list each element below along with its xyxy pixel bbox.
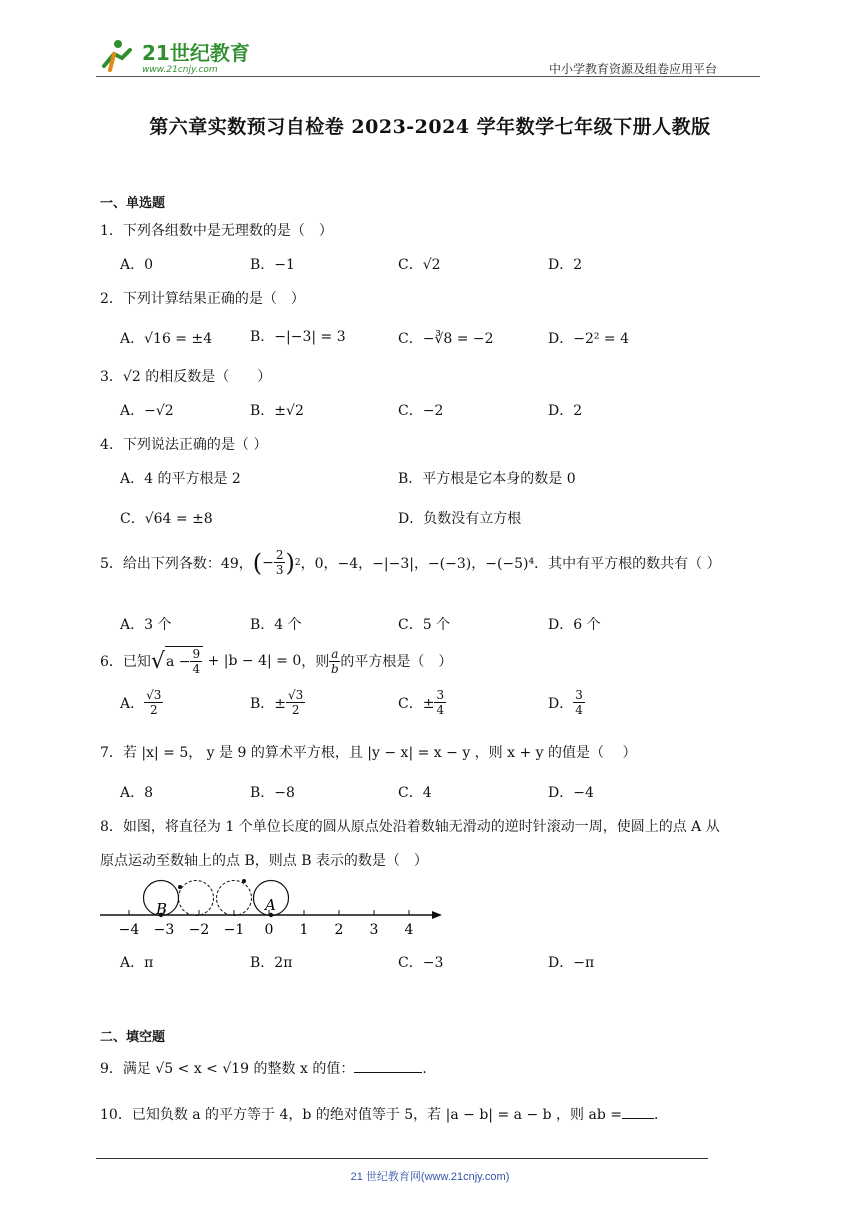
label-a: A bbox=[265, 896, 276, 914]
q1-option-c: C．√2 bbox=[398, 257, 441, 273]
q4-option-b: B．平方根是它本身的数是 0 bbox=[398, 471, 576, 487]
q8-option-d: D．−π bbox=[548, 955, 595, 971]
circle-path-1 bbox=[179, 881, 214, 916]
q5-option-a: A．3 个 bbox=[120, 617, 172, 633]
q4-option-a: A．4 的平方根是 2 bbox=[120, 471, 241, 487]
tick-label: −2 bbox=[188, 922, 210, 938]
question-8-stem-line-2: 原点运动至数轴上的点 B，则点 B 表示的数是（ ） bbox=[100, 853, 428, 869]
platform-name: 中小学教育资源及组卷应用平台 bbox=[549, 62, 718, 76]
q7-option-d: D．−4 bbox=[548, 785, 594, 801]
question-4-stem: 4．下列说法正确的是（ ） bbox=[100, 437, 268, 453]
tick-label: 1 bbox=[299, 922, 309, 938]
q7-option-c: C．4 bbox=[398, 785, 432, 801]
tick-label: 0 bbox=[264, 922, 274, 938]
number-line-figure bbox=[98, 872, 448, 942]
rolling-point-1 bbox=[178, 885, 182, 889]
q5-option-c: C．5 个 bbox=[398, 617, 451, 633]
q4-option-c: C．√64 = ±8 bbox=[120, 511, 213, 527]
q8-option-b: B．2π bbox=[250, 955, 293, 971]
tick-label: −3 bbox=[153, 922, 175, 938]
q6-option-a: A． $\frac{√3}{2}$ bbox=[120, 688, 162, 717]
svg-text:www.21cnjy.com: www.21cnjy.com bbox=[142, 65, 218, 75]
footer-text: 21 世纪教育网(www.21cnjy.com) bbox=[350, 1171, 510, 1183]
q3-option-c: C．−2 bbox=[398, 403, 444, 419]
question-8-stem-line-1: 8．如图，将直径为 1 个单位长度的圆从原点处沿着数轴无滑动的逆时针滚动一周，使圆上的点 A 从 bbox=[100, 819, 720, 835]
fraction: $\frac{2}{3}$ bbox=[275, 548, 284, 577]
tick-label: −1 bbox=[223, 922, 245, 938]
runner-icon bbox=[104, 40, 130, 70]
q2-option-b: B．−|−3| = 3 bbox=[250, 329, 346, 345]
question-6-stem: 6．已知 √ a − $\frac{9}{4}$ + |b − 4| = 0 ，则 $\frac{a}{b}$ 的平方根是（ ） bbox=[100, 646, 453, 676]
arrow-icon bbox=[432, 911, 442, 919]
q6-option-c: C．± $\frac{3}{4}$ bbox=[398, 688, 445, 717]
q6-option-b: B．± $\frac{√3}{2}$ bbox=[250, 688, 304, 717]
question-9-stem: 9．满足 √5 < x < √19 的整数 x 的值： ． bbox=[100, 1061, 437, 1077]
q2-option-d: D．−2² = 4 bbox=[548, 331, 630, 347]
q3-option-a: A．−√2 bbox=[120, 403, 174, 419]
question-5-stem: 5．给出下列各数：49， ( − $\frac{2}{3}$ ) 2 ，0，−4，−|−3|，−(−3)，−(−5)⁴．其中有平方根的数共有（ ） bbox=[100, 548, 721, 577]
q5-option-d: D．6 个 bbox=[548, 617, 601, 633]
answer-blank bbox=[354, 1072, 422, 1073]
q7-option-b: B．−8 bbox=[250, 785, 295, 801]
tick-label: 3 bbox=[369, 922, 379, 938]
label-b: B bbox=[156, 900, 168, 918]
q2-option-a: A．√16 = ±4 bbox=[120, 331, 213, 347]
section-title: 二、填空题 bbox=[100, 1029, 166, 1044]
tick-label: −4 bbox=[118, 922, 140, 938]
page-title: 第六章实数预习自检卷 2023-2024 学年数学七年级下册人教版 bbox=[149, 116, 711, 138]
q1-option-b: B．−1 bbox=[250, 257, 295, 273]
q1-option-d: D．2 bbox=[548, 257, 583, 273]
q2-option-c: C．−∛8 = −2 bbox=[398, 331, 494, 347]
q1-option-a: A．0 bbox=[120, 257, 154, 273]
rolling-point-2 bbox=[242, 879, 246, 883]
question-3-stem: 3．√2 的相反数是（ ） bbox=[100, 369, 272, 385]
footer-divider bbox=[96, 1158, 708, 1159]
q6-option-d: D． $\frac{3}{4}$ bbox=[548, 688, 583, 717]
q8-option-c: C．−3 bbox=[398, 955, 444, 971]
header-divider bbox=[96, 76, 760, 77]
tick-label: 4 bbox=[404, 922, 414, 938]
q3-option-b: B．±√2 bbox=[250, 403, 304, 419]
tick-label: 2 bbox=[334, 922, 344, 938]
q7-option-a: A．8 bbox=[120, 785, 154, 801]
question-10-stem: 10．已知负数 a 的平方等于 4，b 的绝对值等于 5，若 |a − b| = a − b ，则 ab = ． bbox=[100, 1107, 668, 1123]
question-7-stem: 7．若 |x| = 5， y 是 9 的算术平方根，且 |y − x| = x − y ，则 x + y 的值是（ ） bbox=[100, 745, 637, 761]
section-title: 一、单选题 bbox=[100, 195, 166, 210]
question-1-stem: 1．下列各组数中是无理数的是（ ） bbox=[100, 223, 333, 239]
question-2-stem: 2．下列计算结果正确的是（ ） bbox=[100, 291, 305, 307]
q4-option-d: D．负数没有立方根 bbox=[398, 511, 522, 527]
logo bbox=[96, 36, 266, 76]
svg-text:21世纪教育: 21世纪教育 bbox=[142, 41, 250, 65]
q8-option-a: A．π bbox=[120, 955, 154, 971]
q5-option-b: B．4 个 bbox=[250, 617, 302, 633]
q3-option-d: D．2 bbox=[548, 403, 583, 419]
answer-blank bbox=[622, 1118, 654, 1119]
